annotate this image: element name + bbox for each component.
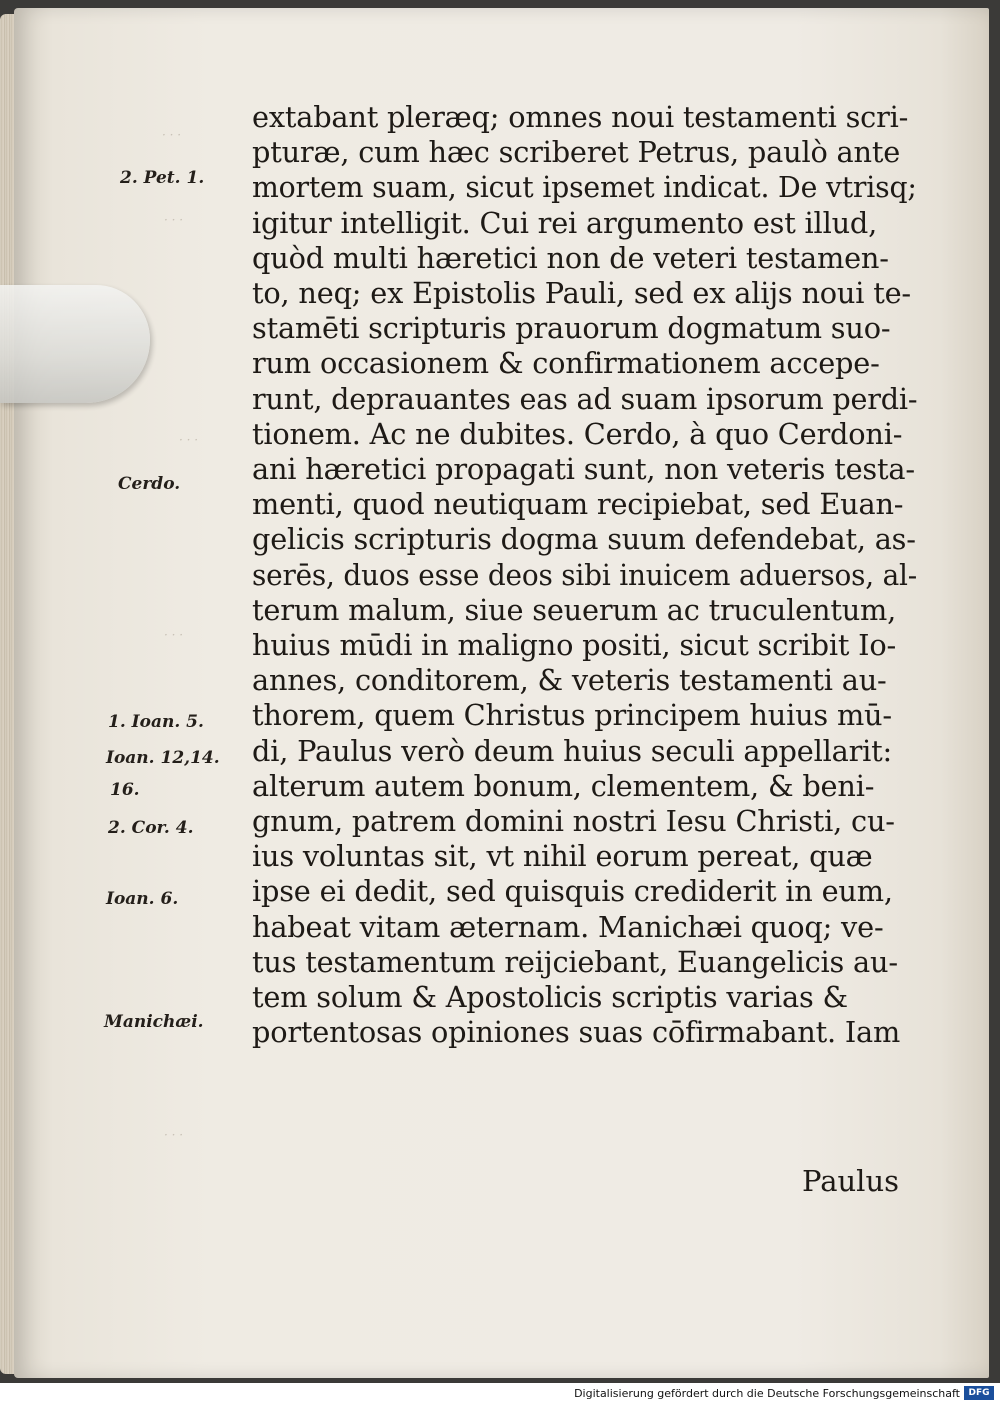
text-line: igitur intelligit. Cui rei argumento est illud, [252, 205, 878, 240]
show-through-text: · · · [162, 128, 182, 142]
show-through-text: · · · [179, 433, 199, 447]
text-line: mortem suam, sicut ipsemet indicat. De vtrisq; [252, 170, 917, 205]
text-line: gelicis scripturis dogma suum defendebat, as- [252, 522, 916, 557]
show-through-text: · · · [164, 1128, 184, 1142]
text-line: serēs, duos esse deos sibi inuicem aduersos, al- [252, 557, 918, 592]
margin-note: 2. Pet. 1. [120, 168, 205, 188]
text-line: tem solum & Apostolicis scriptis varias & [252, 980, 848, 1015]
text-line: huius mūdi in maligno positi, sicut scribit Io- [252, 628, 897, 663]
dfg-logo: DFG [964, 1386, 994, 1400]
margin-note: Cerdo. [118, 474, 181, 494]
text-line: thorem, quem Christus principem huius mū- [252, 698, 892, 733]
text-line: to, neq; ex Epistolis Pauli, sed ex alijs noui te- [252, 276, 911, 311]
text-line: alterum autem bonum, clementem, & beni- [252, 768, 875, 803]
text-line: ius voluntas sit, vt nihil eorum pereat, quæ [252, 839, 873, 874]
text-line: quòd multi hæretici non de veteri testamen- [252, 240, 889, 275]
text-line: di, Paulus verò deum huius seculi appellarit: [252, 733, 893, 768]
show-through-text: · · · [164, 213, 184, 227]
body-text [252, 100, 922, 1050]
text-line: gnum, patrem domini nostri Iesu Christi, cu- [252, 804, 895, 839]
text-line: extabant pleræq; omnes noui testamenti scri- [252, 100, 909, 134]
text-line: portentosas opiniones suas cōfirmabant. Iam [252, 1015, 901, 1050]
margin-note: 1. Ioan. 5. [108, 712, 204, 732]
text-line: pturæ, cum hæc scriberet Petrus, paulò ante [252, 135, 901, 170]
text-line: annes, conditorem, & veteris testamenti au- [252, 663, 887, 698]
plastic-bookmark [0, 285, 150, 403]
margin-note: Ioan. 6. [106, 889, 179, 909]
text-line: rum occasionem & confirmationem accepe- [252, 346, 880, 381]
text-line: ani hæretici propagati sunt, non veteris testa- [252, 452, 915, 487]
margin-note: Ioan. 12,14. [106, 748, 220, 768]
funding-credit: Digitalisierung gefördert durch die Deutsche Forschungsgemeinschaft [574, 1387, 960, 1400]
text-line: stamēti scripturis prauorum dogmatum suo- [252, 311, 891, 346]
text-line: runt, deprauantes eas ad suam ipsorum perdi- [252, 381, 918, 416]
margin-note: 16. [110, 780, 140, 800]
text-line: terum malum, siue seuerum ac truculentum, [252, 592, 897, 627]
catchword: Paulus [802, 1164, 900, 1198]
margin-note: Manichæi. [104, 1012, 204, 1032]
margin-note: 2. Cor. 4. [108, 818, 194, 838]
text-line: menti, quod neutiquam recipiebat, sed Euan- [252, 487, 904, 522]
text-line: tus testamentum reijciebant, Euangelicis au- [252, 944, 898, 979]
text-line: tionem. Ac ne dubites. Cerdo, à quo Cerdoni- [252, 416, 903, 451]
text-line: ipse ei dedit, sed quisquis crediderit in eum, [252, 874, 893, 909]
show-through-text: · · · [164, 628, 184, 642]
text-line: habeat vitam æternam. Manichæi quoq; ve- [252, 909, 884, 944]
footer-bar [0, 1383, 1000, 1404]
